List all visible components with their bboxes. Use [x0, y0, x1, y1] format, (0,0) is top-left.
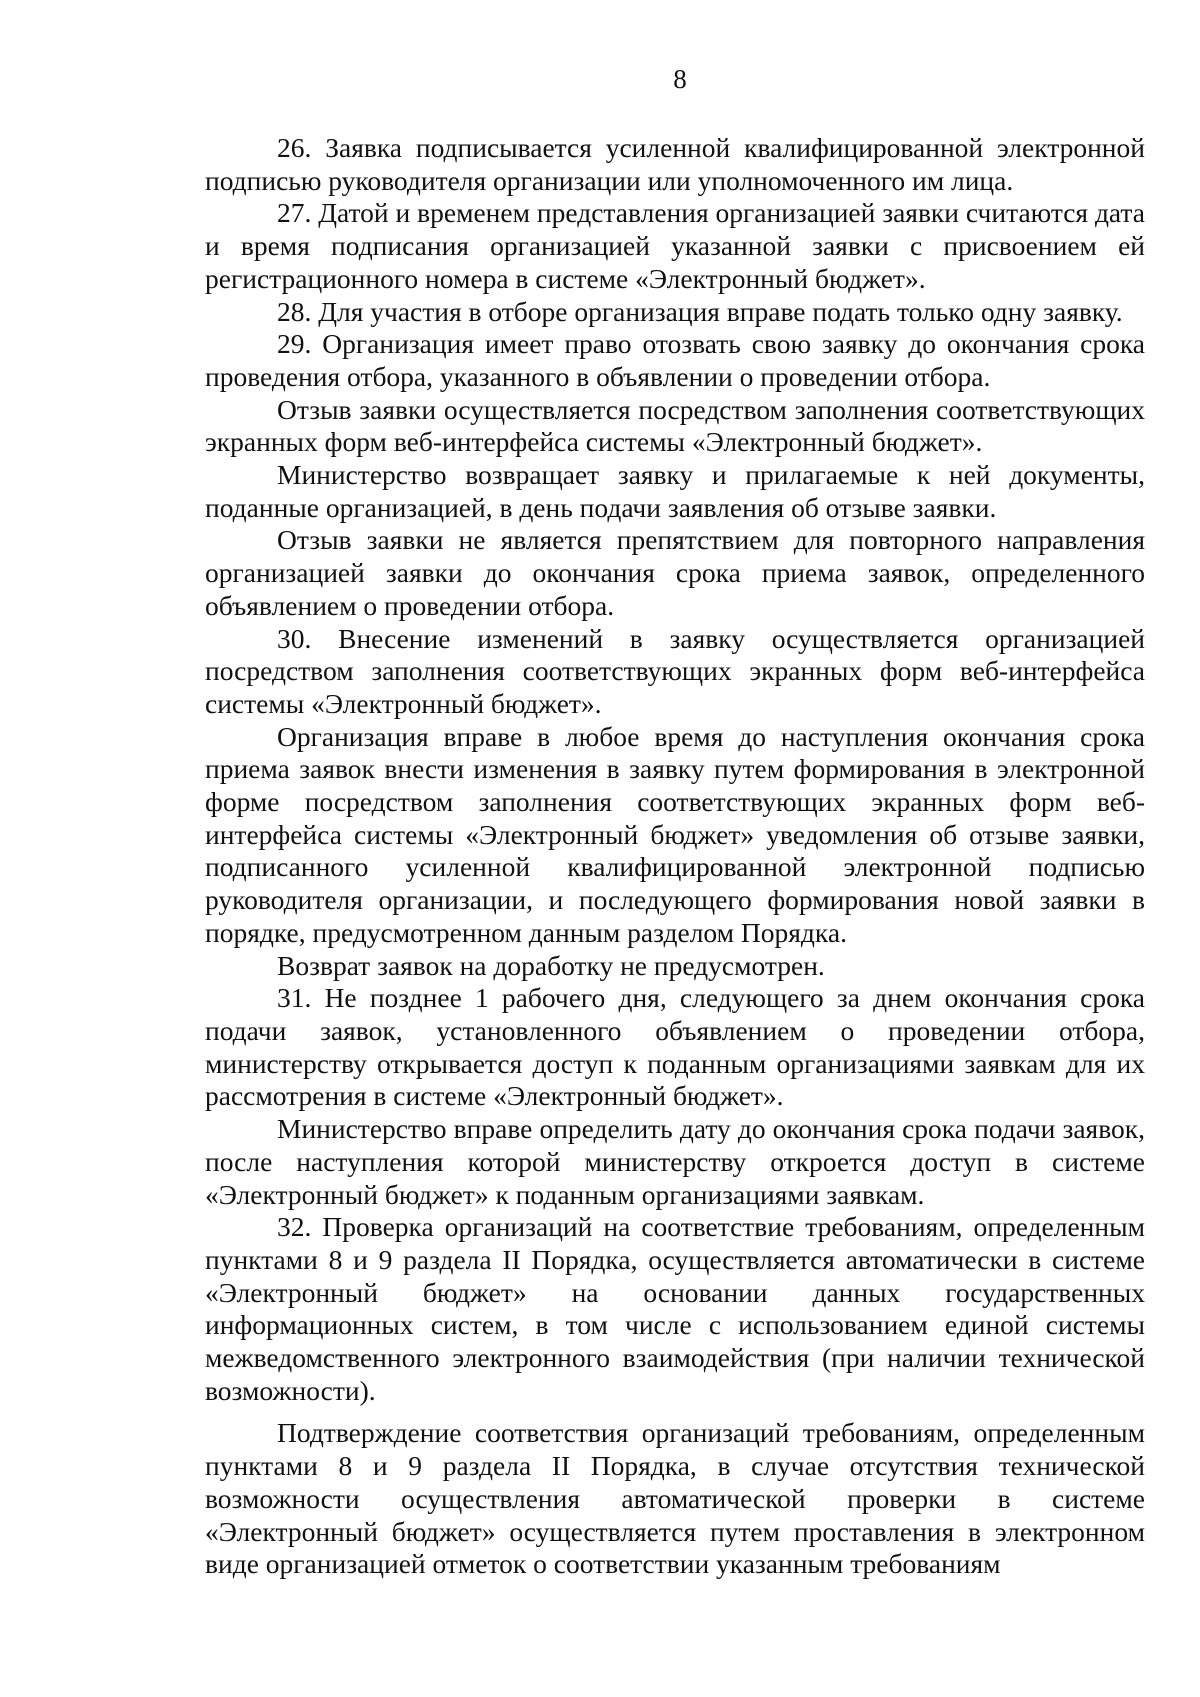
paragraph-29-resubmission: Отзыв заявки не является препятствием для повторного направления организацией заявки до окончания срока приема заявок, определенного объявлением о проведении отбора.	[205, 524, 1145, 621]
paragraph-29-return-documents: Министерство возвращает заявку и прилагаемые к ней документы, поданные организацией, в день подачи заявления об отзыве заявки.	[205, 459, 1145, 523]
document-body	[205, 132, 1145, 1581]
paragraph-30-amendment-procedure: Организация вправе в любое время до наступления окончания срока приема заявок внести изменения в заявку путем формирования в электронной форме посредством заполнения соответствующих экранных форм веб-интерфейса системы «Электронный бюджет» уведомления об отзыве заявки, подписанного усиленной квалифицированной электронной подписью руководителя организации, и последующего формирования новой заявки в порядке, предусмотренном данным разделом Порядка.	[205, 720, 1145, 948]
paragraph-31: 31. Не позднее 1 рабочего дня, следующего за днем окончания срока подачи заявок, установленного объявлением о проведении отбора, министерству открывается доступ к поданным организациями заявкам для их рассмотрения в системе «Электронный бюджет».	[205, 982, 1145, 1112]
paragraph-29-withdrawal-method: Отзыв заявки осуществляется посредством заполнения соответствующих экранных форм веб-интерфейса системы «Электронный бюджет».	[205, 393, 1145, 458]
paragraph-30: 30. Внесение изменений в заявку осуществляется организацией посредством заполнения соответствующих экранных форм веб-интерфейса системы «Электронный бюджет».	[205, 622, 1145, 719]
page-number: 8	[673, 64, 687, 94]
paragraph-27: 27. Датой и временем представления организацией заявки считаются дата и время подписания организацией указанной заявки с присвоением ей регистрационного номера в системе «Электронный бюджет».	[205, 197, 1145, 294]
paragraph-31-access-date: Министерство вправе определить дату до окончания срока подачи заявок, после наступления которой министерству откроется доступ в системе «Электронный бюджет» к поданным организациями заявкам.	[205, 1113, 1145, 1210]
paragraph-26: 26. Заявка подписывается усиленной квалифицированной электронной подписью руководителя организации или уполномоченного им лица.	[205, 132, 1145, 196]
paragraph-28: 28. Для участия в отборе организация вправе подать только одну заявку.	[277, 295, 1123, 327]
paragraph-32-confirmation: Подтверждение соответствия организаций требованиям, определенным пунктами 8 и 9 раздела II Порядка, в случае отсутствия технической возможности осуществления автоматической проверки в системе «Электронный бюджет» осуществляется путем проставления в электронном виде организацией отметок о соответствии указанным требованиям	[205, 1417, 1145, 1580]
paragraph-30-no-rework: Возврат заявок на доработку не предусмотрен.	[277, 949, 825, 981]
paragraph-32: 32. Проверка организаций на соответствие требованиям, определенным пунктами 8 и 9 раздела II Порядка, осуществляется автоматически в системе «Электронный бюджет» на основании данных государственных информационных систем, в том числе с использованием единой системы межведомственного электронного взаимодействия (при наличии технической возможности).	[205, 1211, 1145, 1406]
paragraph-29: 29. Организация имеет право отозвать свою заявку до окончания срока проведения отбора, указанного в объявлении о проведении отбора.	[205, 328, 1145, 392]
